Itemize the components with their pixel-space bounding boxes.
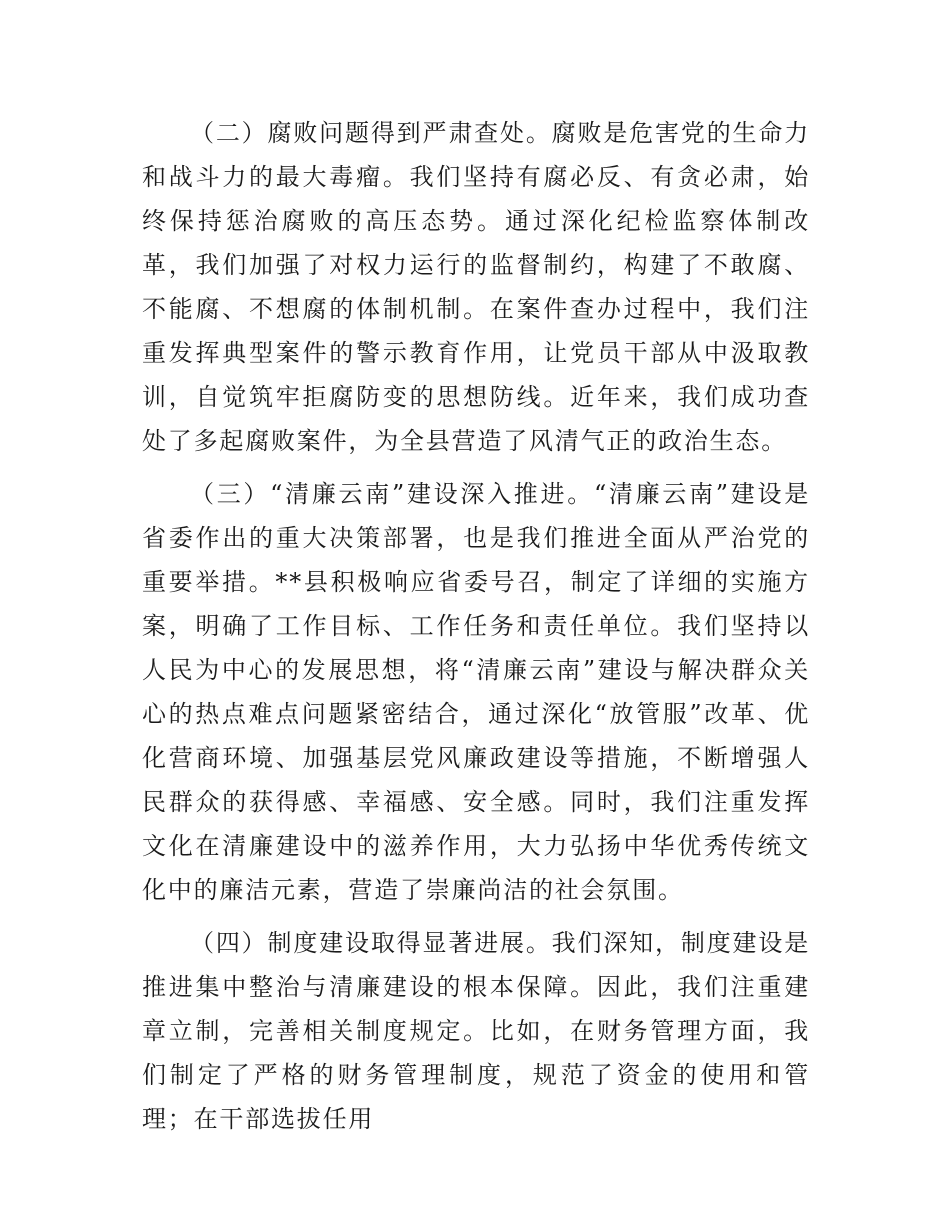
paragraph-clean-yunnan: （三）“清廉云南”建设深入推进。“清廉云南”建设是省委作出的重大决策部署，也是我们推进全面从严治党的重要举措。**县积极响应省委号召，制定了详细的实施方案，明确了工作目标、工作任务和责任单位。我们坚持以人民为中心的发展思想，将“清廉云南”建设与解决群众关心的热点难点问题紧密结合，通过深化“放管服”改革、优化营商环境、加强基层党风廉政建设等措施，不断增强人民群众的获得感、幸福感、安全感。同时，我们注重发挥文化在清廉建设中的滋养作用，大力弘扬中华优秀传统文化中的廉洁元素，营造了崇廉尚洁的社会氛围。 [142,480,810,904]
document-body [142,111,810,1141]
paragraph-corruption-cases: （二）腐败问题得到严肃查处。腐败是危害党的生命力和战斗力的最大毒瘤。我们坚持有腐必反、有贪必肃，始终保持惩治腐败的高压态势。通过深化纪检监察体制改革，我们加强了对权力运行的监督制约，构建了不敢腐、不能腐、不想腐的体制机制。在案件查办过程中，我们注重发挥典型案件的警示教育作用，让党员干部从中汲取教训，自觉筑牢拒腐防变的思想防线。近年来，我们成功查处了多起腐败案件，为全县营造了风清气正的政治生态。 [142,119,810,455]
paragraph-system-building: （四）制度建设取得显著进展。我们深知，制度建设是推进集中整治与清廉建设的根本保障。因此，我们注重建章立制，完善相关制度规定。比如，在财务管理方面，我们制定了严格的财务管理制度，规范了资金的使用和管理；在干部选拔任用 [142,929,810,1133]
